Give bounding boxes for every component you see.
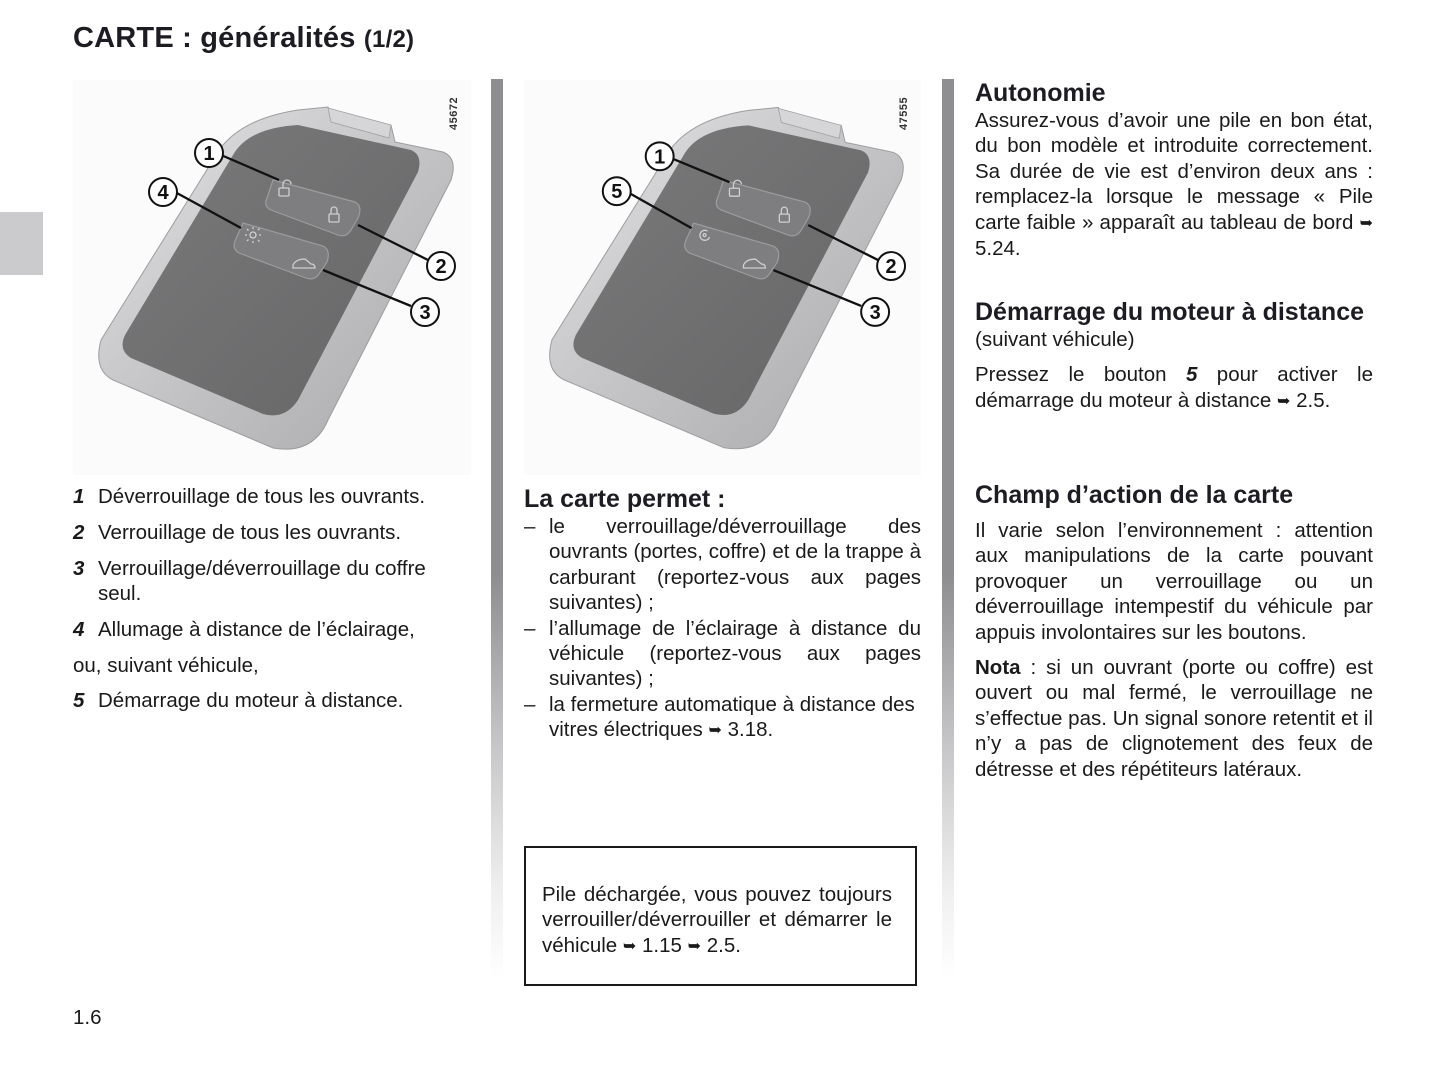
card-figure-1 [73, 80, 471, 475]
page-reference: 5.24. [975, 237, 1021, 261]
legend-text: Allumage à distance de l’éclairage, [98, 618, 415, 641]
card-illustration-icon [73, 80, 471, 475]
nota-label: Nota [975, 656, 1021, 680]
page-reference: 1.15 [642, 933, 682, 957]
range-section [975, 480, 1373, 782]
functions-list [524, 514, 921, 744]
legend-text: Verrouillage/déverrouillage du coffre [98, 557, 426, 580]
legend-item-1 [73, 484, 473, 509]
page-title-part: (1/2) [363, 26, 415, 53]
section-subtitle: (suivant véhicule) [975, 328, 1135, 351]
card-functions-section [524, 484, 921, 744]
page-reference: 2.5. [1296, 388, 1331, 412]
page-number: 1.6 [73, 1006, 102, 1029]
chapter-tab [0, 212, 43, 275]
legend-item-or [73, 653, 473, 678]
legend-text-cont: seul. [98, 582, 142, 606]
section-heading: Champ d’action de la carte [975, 481, 1294, 509]
callout-3: 3 [419, 302, 431, 324]
reference-arrow-icon: ➥ [687, 937, 702, 955]
column-divider-left [491, 79, 503, 979]
legend-item-4 [73, 617, 473, 642]
list-item: – le verrouillage/déverrouillage des ouvrants (portes, coffre) et de la trappe à carburant (reportez-vous aux pages suivantes) ; [524, 515, 921, 615]
remote-start-text: Pressez le bouton 5 pour activer le démarrage du moteur à distance ➥ 2.5. [975, 363, 1373, 412]
legend-item-3 [73, 556, 473, 607]
legend-num: 3 [73, 557, 85, 580]
battery-note-box [524, 846, 917, 986]
column-divider-right [942, 79, 954, 979]
legend-text: Verrouillage de tous les ouvrants. [98, 521, 402, 544]
autonomie-section [975, 78, 1373, 261]
legend-num: 1 [73, 485, 85, 508]
callout-4: 4 [157, 182, 169, 204]
reference-arrow-icon: ➥ [708, 722, 722, 740]
legend-num: 5 [73, 689, 85, 712]
range-text: Il varie selon l’environnement : attention aux manipulations de la carte pouvant provoquer un verrouillage ou un déverrouillage intempestif du véhicule par appuis involontaires sur les boutons. [975, 519, 1373, 644]
note-text: Pile déchargée, vous pouvez toujours verrouiller/déverrouiller et démarrer le véhicule ➥ 1.15 ➥ 2.5. [542, 883, 892, 957]
card-figure-2 [524, 80, 921, 475]
section-heading: Autonomie [975, 79, 1106, 107]
callout-1: 1 [203, 143, 215, 165]
legend-num: 2 [73, 521, 85, 544]
page-reference: 2.5. [706, 933, 741, 957]
nota-text: Nota : si un ouvrant (porte ou coffre) est ouvert ou mal fermé, le verrouillage ne s’effectue pas. Un signal sonore retentit et il n’y a pas de clignotement des feux de détresse et des répétiteurs latéraux. [975, 656, 1373, 781]
legend-text: ou, suivant véhicule, [73, 654, 259, 677]
section-heading: Démarrage du moteur à distance [975, 298, 1365, 326]
legend-item-2 [73, 520, 473, 545]
reference-arrow-icon: ➥ [622, 937, 637, 955]
reference-arrow-icon: ➥ [1359, 214, 1373, 232]
page-title-text: CARTE : généralités [73, 22, 356, 54]
callout-5: 5 [611, 181, 623, 204]
legend-text: Démarrage du moteur à distance. [98, 689, 404, 712]
page-title [73, 22, 414, 55]
legend-item-5 [73, 688, 473, 713]
page-reference: 3.18. [727, 718, 774, 742]
autonomie-text: Assurez-vous d’avoir une pile en bon état, du bon modèle et introduite correctement. Sa durée de vie est d’environ deux ans : remplacez-la lorsque le message « Pile carte faible » apparaît au tableau de bord ➥ 5.24. [975, 109, 1373, 261]
card-illustration-icon [524, 80, 921, 475]
legend-num: 4 [73, 618, 85, 641]
figure-id-2: 47555 [898, 96, 910, 130]
legend-text: Déverrouillage de tous les ouvrants. [98, 485, 426, 508]
list-item: – la fermeture automatique à distance des vitres électriques ➥ 3.18. [524, 692, 915, 742]
callout-1: 1 [654, 146, 666, 169]
button-number: 5 [1185, 363, 1198, 387]
reference-arrow-icon: ➥ [1276, 392, 1291, 410]
remote-start-section [975, 297, 1373, 414]
section-heading: La carte permet : [524, 485, 726, 513]
callout-2: 2 [435, 256, 447, 278]
figure-id-1: 45672 [448, 96, 460, 130]
list-item: – l’allumage de l’éclairage à distance du véhicule (reportez-vous aux pages suivantes) ; [524, 616, 921, 691]
callout-3: 3 [869, 301, 881, 324]
callout-2: 2 [885, 256, 897, 279]
